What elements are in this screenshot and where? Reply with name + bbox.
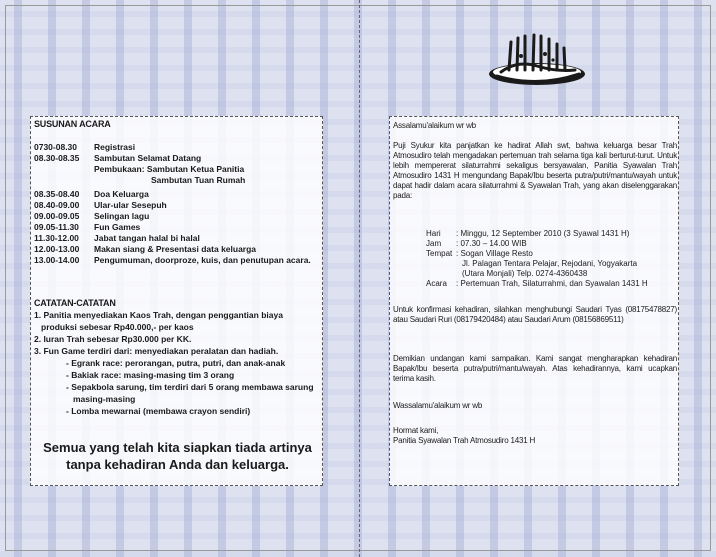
event-detail-row: Hari : Minggu, 12 September 2010 (3 Syawal 1431 H) — [426, 229, 630, 238]
note-line: 3. Fun Game terdiri dari: menyediakan peralatan dan hadiah. — [34, 346, 279, 356]
schedule-row: Pembukaan: Sambutan Ketua Panitia — [94, 164, 245, 174]
schedule-row: 09.05-11.30 Fun Games — [34, 222, 141, 232]
event-detail-row: Jam : 07.30 – 14.00 WIB — [426, 239, 527, 248]
schedule-row: 12.00-13.00 Makan siang & Presentasi data keluarga — [34, 244, 257, 254]
note-line: - Sepakbola sarung, tim terdiri dari 5 orang membawa sarung — [66, 382, 314, 392]
note-line: produksi sebesar Rp40.000,- per kaos — [41, 322, 194, 332]
schedule-row: Sambutan Tuan Rumah — [151, 175, 246, 185]
basmalah-calligraphy-icon — [487, 30, 587, 88]
intro-paragraph: Puji Syukur kita panjatkan ke hadirat Allah swt, bahwa keluarga besar Trah Atmosudiro telah mengadakan pertemuan trah selama tiga kali berturut-turut. Untuk lebih mempererat silaturrahmi sekaligus bersyawalan, Panitia Syawalan Trah Atmosudiro 1431 H mengundang Bapak/Ibu beserta putra/putri/mantu/wayah untuk dapat hadir dalam acara silaturrahmi & Syawalan Trah, yang akan diselenggarakan pada: — [393, 141, 677, 200]
schedule-row: 11.30-12.00 Jabat tangan halal bi halal — [34, 233, 200, 243]
schedule-row: 13.00-14.00 Pengumuman, doorproze, kuis, dan penutupan acara. — [34, 255, 311, 265]
schedule-row: 0730-08.30 Registrasi — [34, 142, 136, 152]
invitation-letter-panel — [389, 116, 679, 486]
event-detail-row: Jl. Palagan Tentara Pelajar, Rejodani, Yogyakarta — [462, 259, 638, 268]
fold-line — [359, 0, 360, 557]
closing-line: tanpa kehadiran Anda dan keluarga. — [66, 457, 289, 472]
note-line: - Lomba mewarnai (membawa crayon sendiri) — [66, 406, 251, 416]
event-detail-row: Acara : Pertemuan Trah, Silaturrahmi, dan Syawalan 1431 H — [426, 279, 648, 288]
closing-line: Semua yang telah kita siapkan tiada artinya — [43, 440, 312, 455]
regards: Hormat kami, — [393, 426, 439, 435]
schedule-row: 08.30-08.35 Sambutan Selamat Datang — [34, 153, 202, 163]
note-line: 1. Panitia menyediakan Kaos Trah, dengan penggantian biaya — [34, 310, 283, 320]
schedule-row: 09.00-09.05 Selingan lagu — [34, 211, 150, 221]
event-detail-row: (Utara Monjali) Telp. 0274-4360438 — [462, 269, 588, 278]
agenda-panel — [30, 116, 323, 486]
signature: Panitia Syawalan Trah Atmosudiro 1431 H — [393, 436, 536, 445]
closing-paragraph: Demikian undangan kami sampaikan. Kami sangat mengharapkan kehadiran Bapak/Ibu beserta putra/putri/mantu/wayah. Atas kehadirannya, kami ucapkan terima kasih. — [393, 354, 677, 383]
notes-title: CATATAN-CATATAN — [34, 298, 116, 308]
greeting: Assalamu'alaikum wr wb — [393, 121, 476, 130]
schedule-row: 08.35-08.40 Doa Keluarga — [34, 189, 149, 199]
schedule-row: 08.40-09.00 Ular-ular Sesepuh — [34, 200, 167, 210]
farewell: Wassalamu'alaikum wr wb — [393, 401, 483, 410]
note-line: - Egrank race: perorangan, putra, putri, dan anak-anak — [66, 358, 286, 368]
event-detail-row: Tempat : Sogan Village Resto — [426, 249, 533, 258]
note-line: 2. Iuran Trah sebesar Rp30.000 per KK. — [34, 334, 192, 344]
confirmation-paragraph: Untuk konfirmasi kehadiran, silahkan menghubungi Saudari Tyas (08175478827) atau Saudari Ruri (08179420484) atau Saudari Arum (08156869511) — [393, 305, 677, 324]
note-line: masing-masing — [73, 394, 136, 404]
schedule-title: SUSUNAN ACARA — [34, 119, 111, 129]
note-line: - Bakiak race: masing-masing tim 3 orang — [66, 370, 235, 380]
